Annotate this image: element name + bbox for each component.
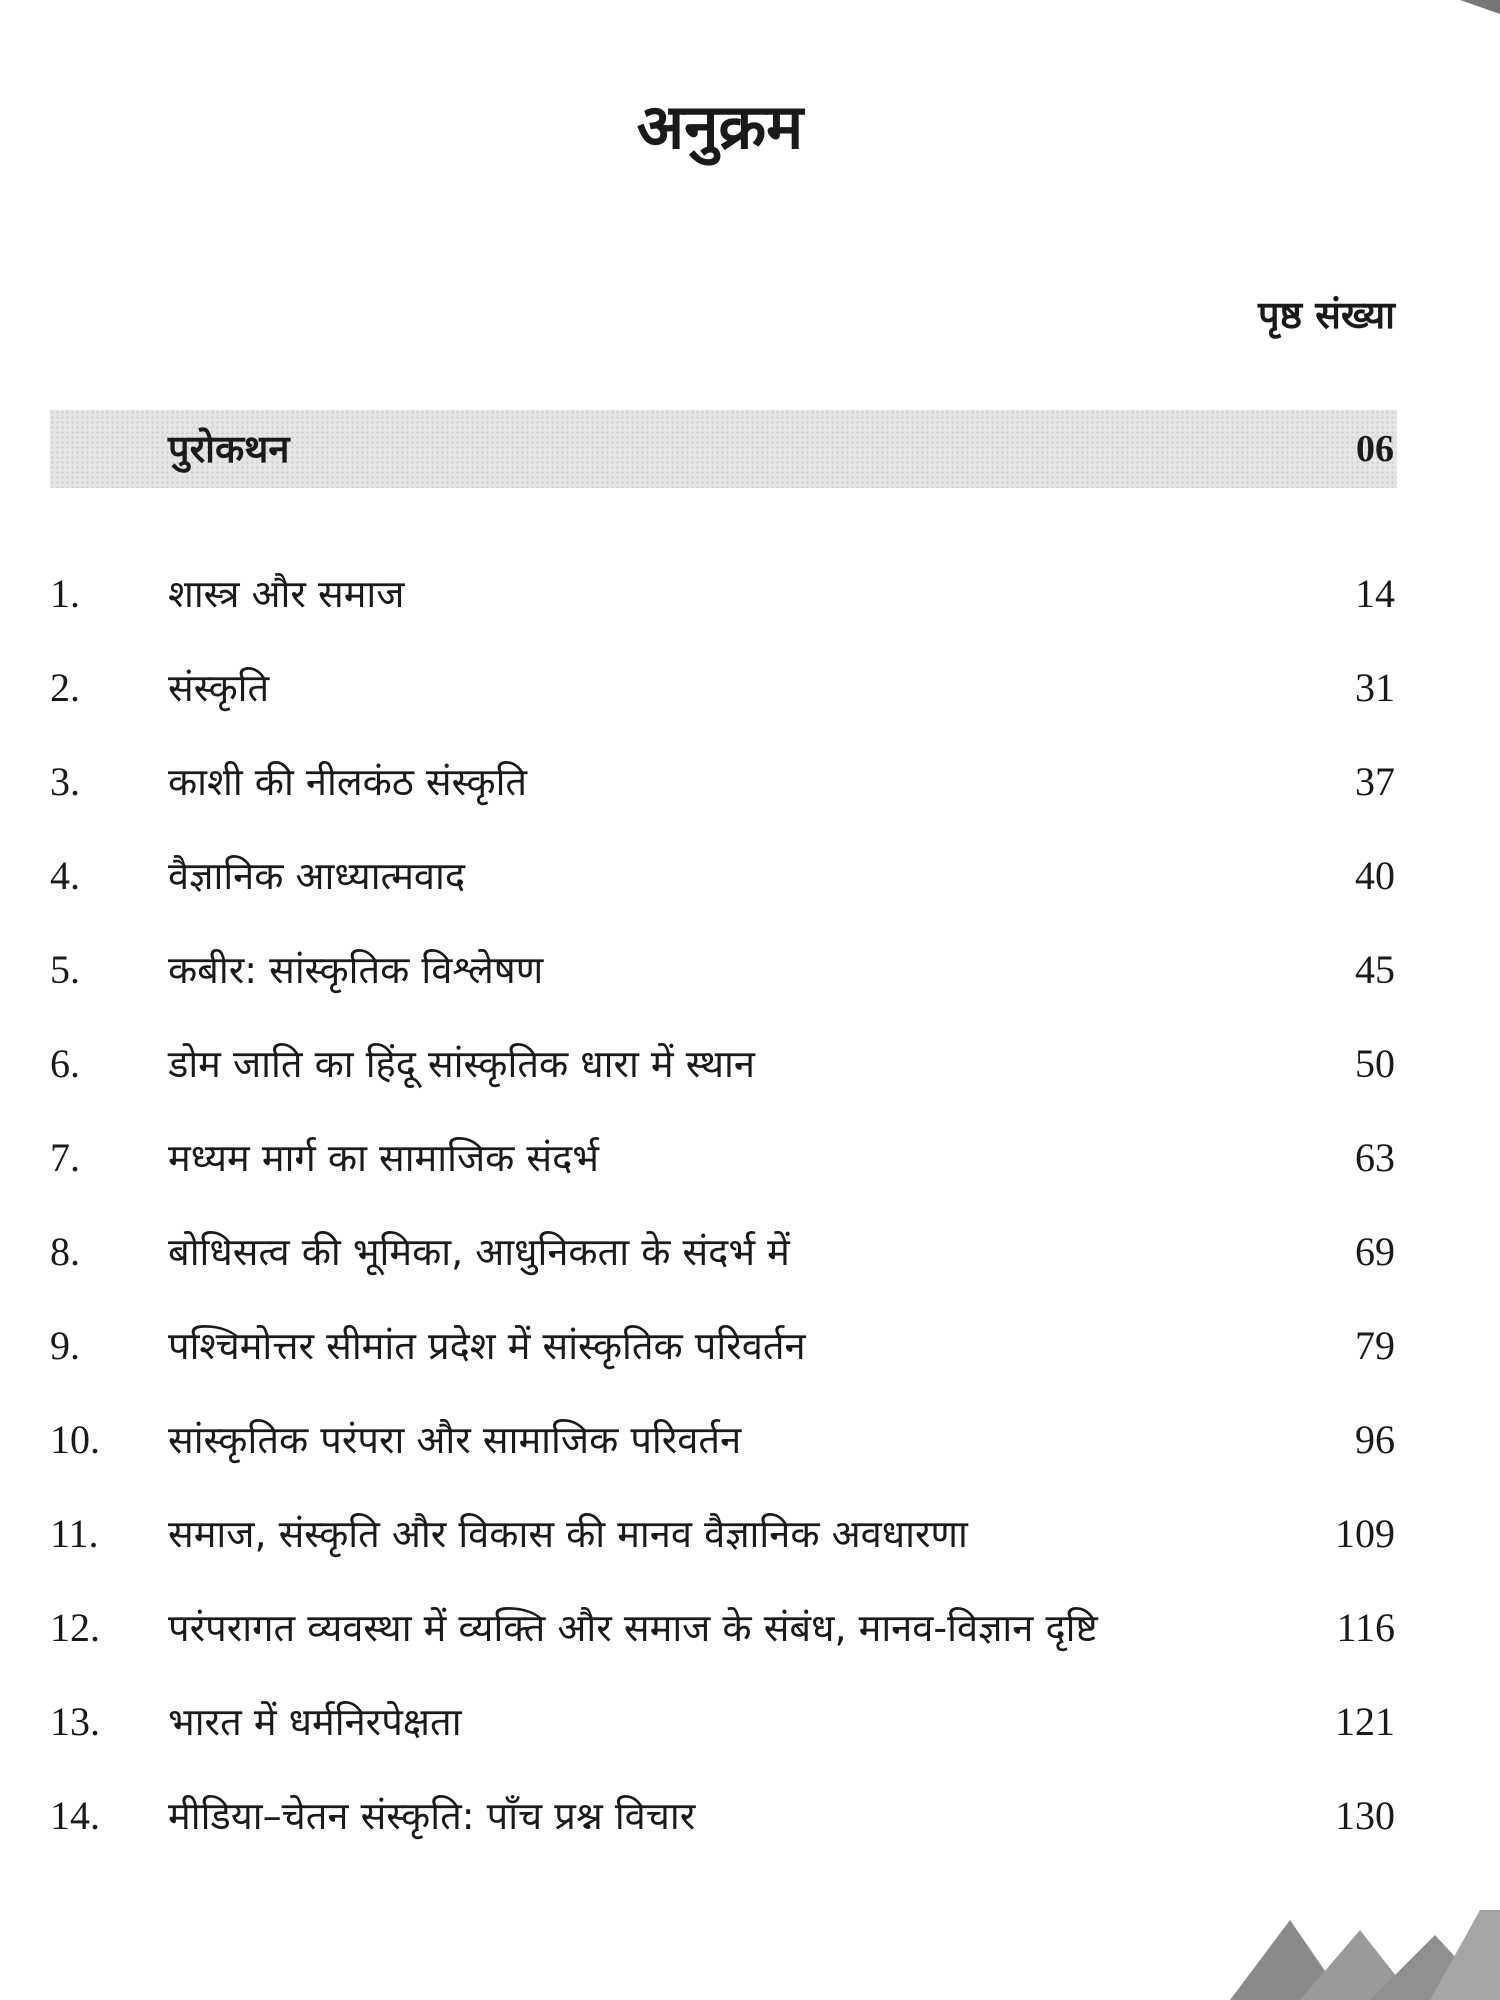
entry-number: 13. — [50, 1699, 100, 1744]
toc-entry[interactable] — [50, 564, 1395, 658]
entry-number: 6. — [50, 1041, 80, 1086]
toc-entry[interactable] — [50, 658, 1395, 752]
entry-title: काशी की नीलकंठ संस्कृति — [168, 760, 528, 804]
entry-title: कबीर: सांस्कृतिक विश्लेषण — [168, 948, 544, 992]
entry-page-number: 69 — [1355, 1229, 1395, 1274]
corner-ornament-top — [1440, 0, 1500, 20]
entry-page-number: 63 — [1355, 1135, 1395, 1180]
page-number-column-header: पृष्ठ संख्या — [1258, 293, 1395, 337]
entry-page-number: 45 — [1355, 947, 1395, 992]
toc-entry[interactable] — [50, 1786, 1395, 1880]
entry-page-number: 14 — [1355, 571, 1395, 616]
entry-number: 8. — [50, 1229, 80, 1274]
entry-title: शास्त्र और समाज — [168, 572, 405, 616]
page-title: अनुक्रम — [636, 89, 804, 163]
entry-title: पश्चिमोत्तर सीमांत प्रदेश में सांस्कृतिक परिवर्तन — [168, 1324, 806, 1368]
entry-page-number: 31 — [1355, 665, 1395, 710]
entry-number: 12. — [50, 1605, 100, 1650]
entry-title: समाज, संस्कृति और विकास की मानव वैज्ञानिक अवधारणा — [168, 1512, 968, 1556]
entry-page-number: 50 — [1355, 1041, 1395, 1086]
toc-entry[interactable] — [50, 1128, 1395, 1222]
entry-title: संस्कृति — [168, 666, 270, 710]
entry-page-number: 96 — [1355, 1417, 1395, 1462]
toc-entry[interactable] — [50, 1410, 1395, 1504]
entry-number: 2. — [50, 665, 80, 710]
entry-title: सांस्कृतिक परंपरा और सामाजिक परिवर्तन — [168, 1418, 742, 1462]
entry-page-number: 79 — [1355, 1323, 1395, 1368]
entry-title: परंपरागत व्यवस्था में व्यक्ति और समाज के संबंध, मानव-विज्ञान दृष्टि — [168, 1606, 1098, 1650]
entry-number: 9. — [50, 1323, 80, 1368]
entry-page-number: 121 — [1335, 1699, 1395, 1744]
entry-page-number: 116 — [1336, 1605, 1395, 1650]
entry-title: मीडिया–चेतन संस्कृति: पाँच प्रश्न विचार — [168, 1794, 696, 1838]
entry-number: 1. — [50, 571, 80, 616]
entry-page-number: 130 — [1335, 1793, 1395, 1838]
entry-number: 7. — [50, 1135, 80, 1180]
preface-label: पुरोकथन — [168, 427, 290, 471]
toc-entry[interactable] — [50, 1692, 1395, 1786]
corner-ornament-bottom — [1200, 1910, 1500, 2000]
entry-number: 5. — [50, 947, 80, 992]
entry-title: डोम जाति का हिंदू सांस्कृतिक धारा में स्थान — [168, 1042, 755, 1086]
entry-number: 10. — [50, 1417, 100, 1462]
entry-page-number: 37 — [1355, 759, 1395, 804]
toc-entry[interactable] — [50, 1034, 1395, 1128]
entry-title: मध्यम मार्ग का सामाजिक संदर्भ — [168, 1136, 599, 1180]
entry-page-number: 40 — [1355, 853, 1395, 898]
entry-number: 14. — [50, 1793, 100, 1838]
table-of-contents — [50, 564, 1395, 1880]
toc-entry[interactable] — [50, 752, 1395, 846]
toc-entry[interactable] — [50, 1316, 1395, 1410]
preface-row[interactable] — [50, 410, 1397, 488]
entry-title: बोधिसत्व की भूमिका, आधुनिकता के संदर्भ में — [168, 1230, 790, 1274]
toc-entry[interactable] — [50, 846, 1395, 940]
entry-number: 3. — [50, 759, 80, 804]
entry-title: वैज्ञानिक आध्यात्मवाद — [168, 854, 466, 898]
toc-entry[interactable] — [50, 1504, 1395, 1598]
toc-entry[interactable] — [50, 1598, 1395, 1692]
toc-entry[interactable] — [50, 940, 1395, 1034]
entry-number: 11. — [50, 1511, 99, 1556]
entry-page-number: 109 — [1335, 1511, 1395, 1556]
entry-title: भारत में धर्मनिरपेक्षता — [168, 1700, 462, 1744]
entry-number: 4. — [50, 853, 80, 898]
toc-entry[interactable] — [50, 1222, 1395, 1316]
preface-page-number: 06 — [1356, 428, 1394, 470]
